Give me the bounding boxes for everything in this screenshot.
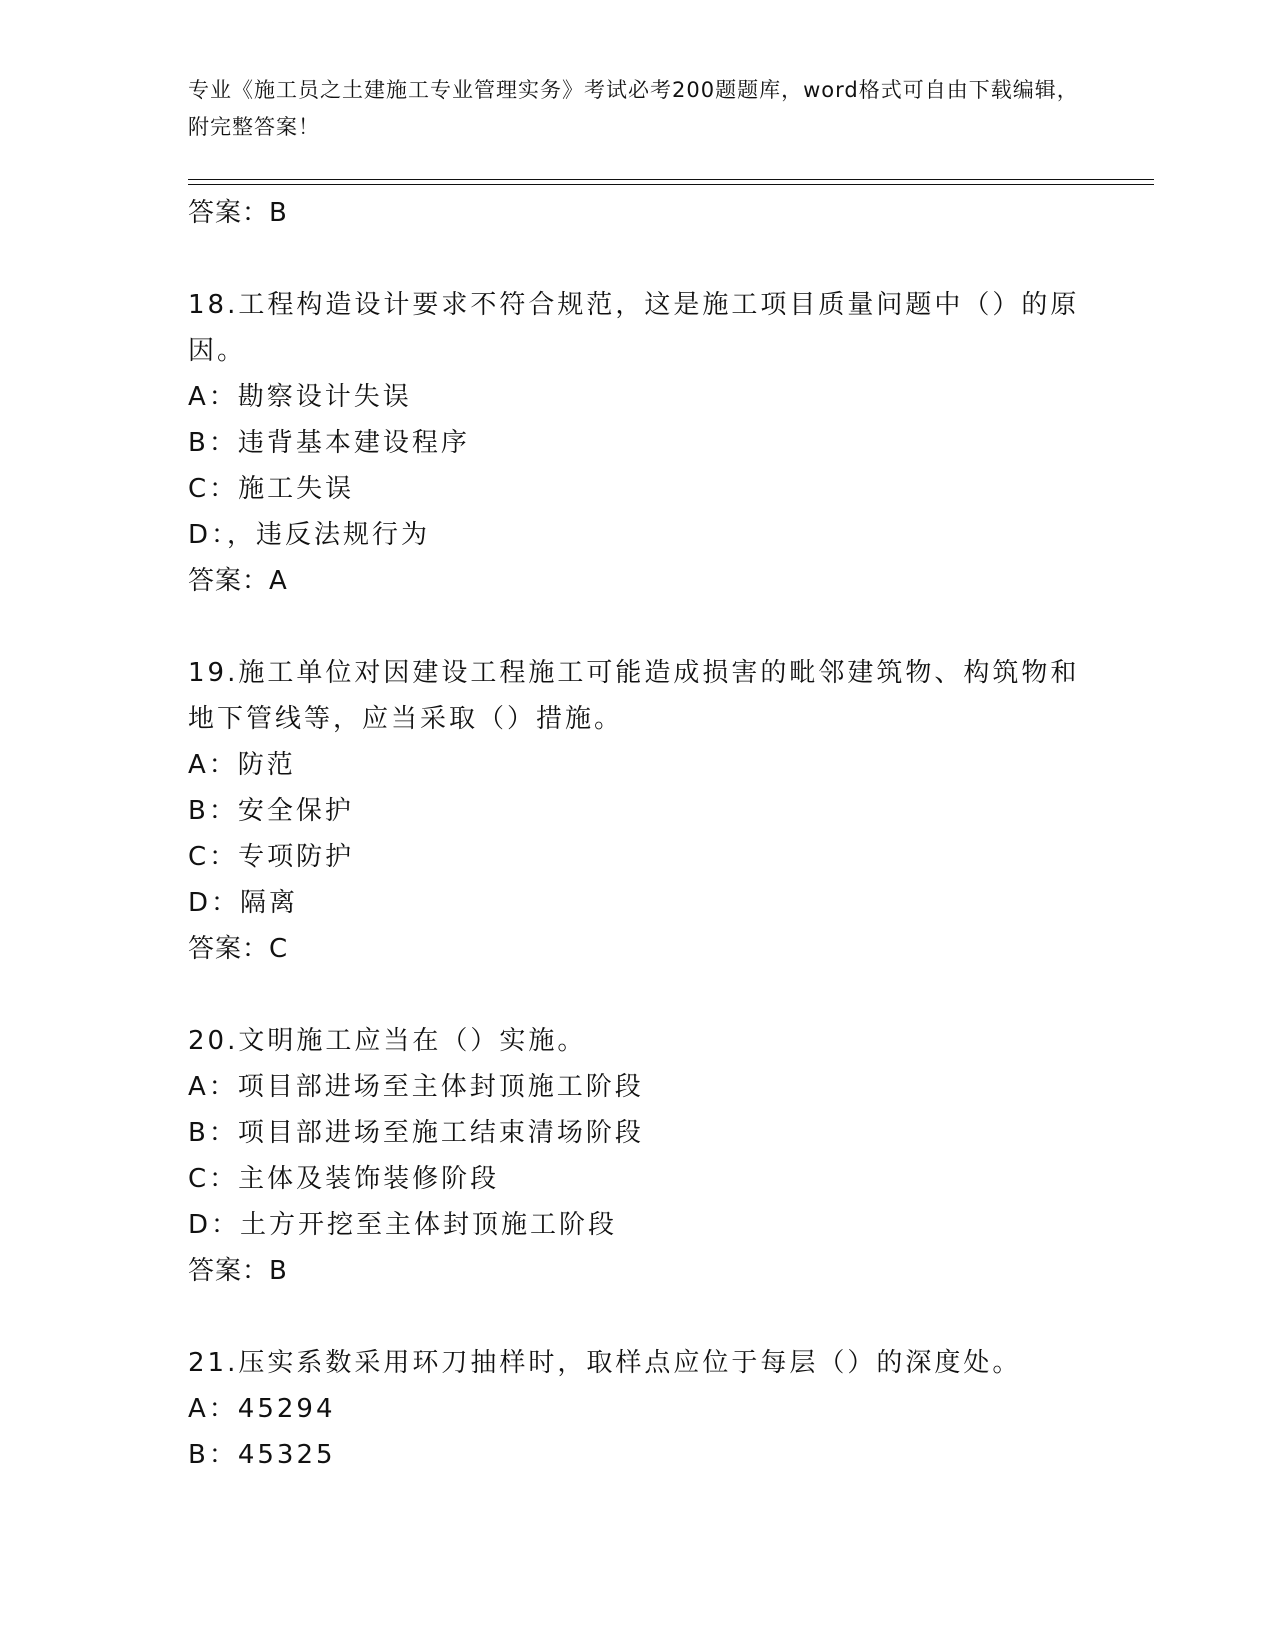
answer: 答案：A (188, 566, 288, 596)
option-c: C：专项防护 (188, 842, 355, 872)
option-d: D：土方开挖至主体封顶施工阶段 (188, 1210, 618, 1240)
question-20 (188, 1018, 1088, 1294)
option-a: A：45294 (188, 1394, 336, 1424)
question-stem: 19.施工单位对因建设工程施工可能造成损害的毗邻建筑物、构筑物和地下管线等，应当采取（）措施。 (188, 658, 1080, 734)
question-19 (188, 650, 1088, 972)
answer: 答案：B (188, 1256, 288, 1286)
question-list (188, 190, 1088, 1478)
option-b: B：安全保护 (188, 796, 354, 826)
question-18 (188, 282, 1088, 604)
question-21 (188, 1340, 1088, 1478)
header-divider-secondary (188, 184, 1154, 185)
option-a: A：防范 (188, 750, 296, 780)
answer: 答案：C (188, 934, 289, 964)
option-c: C：主体及装饰装修阶段 (188, 1164, 500, 1194)
document-header: 专业《施工员之土建施工专业管理实务》考试必考200题题库，word格式可自由下载编辑，附完整答案！ (188, 78, 1079, 139)
option-b: B：项目部进场至施工结束清场阶段 (188, 1118, 644, 1148)
question-stem: 18.工程构造设计要求不符合规范，这是施工项目质量问题中（）的原因。 (188, 290, 1080, 366)
option-a: A：项目部进场至主体封顶施工阶段 (188, 1072, 644, 1102)
option-b: B：违背基本建设程序 (188, 428, 470, 458)
previous-answer: 答案：B (188, 198, 288, 228)
question-stem: 20.文明施工应当在（）实施。 (188, 1026, 587, 1056)
header-divider (188, 179, 1154, 180)
option-c: C：施工失误 (188, 474, 355, 504)
option-a: A：勘察设计失误 (188, 382, 412, 412)
option-d: D：，违反法规行为 (188, 520, 431, 550)
option-b: B：45325 (188, 1440, 336, 1470)
option-d: D：隔离 (188, 888, 299, 918)
question-stem: 21.压实系数采用环刀抽样时，取样点应位于每层（）的深度处。 (188, 1348, 1022, 1378)
